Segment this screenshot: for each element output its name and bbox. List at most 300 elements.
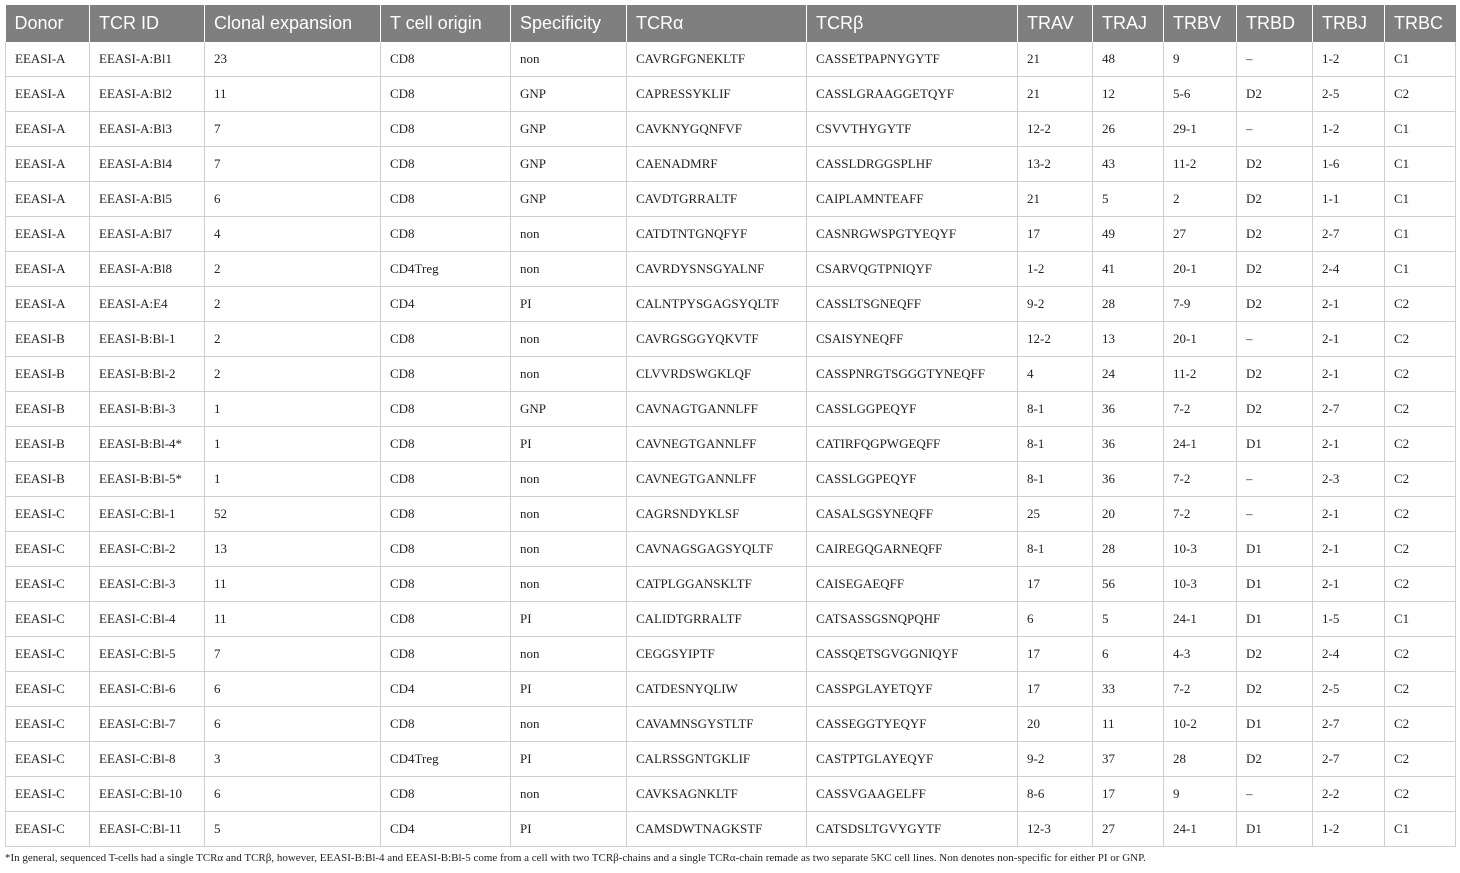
table-cell: CD8 (381, 42, 511, 77)
table-cell: 7-2 (1164, 672, 1237, 707)
table-cell: CD4 (381, 812, 511, 847)
table-cell: 9-2 (1018, 287, 1093, 322)
table-row (6, 532, 1456, 567)
table-cell: 28 (1093, 532, 1164, 567)
table-cell: EEASI-C (6, 567, 90, 602)
table-row (6, 462, 1456, 497)
table-cell: 5-6 (1164, 77, 1237, 112)
table-cell: CD8 (381, 77, 511, 112)
table-cell: EEASI-C:Bl-7 (90, 707, 205, 742)
table-cell: 1 (205, 392, 381, 427)
table-cell: 2-7 (1313, 392, 1385, 427)
table-cell: 20-1 (1164, 252, 1237, 287)
table-cell: EEASI-C:Bl-1 (90, 497, 205, 532)
table-cell: non (511, 532, 627, 567)
table-cell: C1 (1385, 602, 1456, 637)
table-cell: D2 (1237, 392, 1313, 427)
table-cell: EEASI-C:Bl-3 (90, 567, 205, 602)
table-cell: non (511, 322, 627, 357)
table-cell: C2 (1385, 532, 1456, 567)
table-row (6, 287, 1456, 322)
table-cell: 2-1 (1313, 532, 1385, 567)
table-cell: 36 (1093, 462, 1164, 497)
table-cell: 1 (205, 462, 381, 497)
table-cell: CAGRSNDYKLSF (627, 497, 807, 532)
table-cell: CAVKSAGNKLTF (627, 777, 807, 812)
table-cell: EEASI-B (6, 462, 90, 497)
table-cell: – (1237, 112, 1313, 147)
table-cell: CAPRESSYKLIF (627, 77, 807, 112)
table-cell: PI (511, 812, 627, 847)
table-cell: D1 (1237, 602, 1313, 637)
table-row (6, 42, 1456, 77)
table-cell: non (511, 42, 627, 77)
table-cell: D2 (1237, 217, 1313, 252)
table-cell: CD8 (381, 427, 511, 462)
table-cell: CASSLGGPEQYF (807, 392, 1018, 427)
table-cell: 10-3 (1164, 567, 1237, 602)
table-cell: CATSDSLTGVYGYTF (807, 812, 1018, 847)
table-cell: CD8 (381, 217, 511, 252)
table-cell: non (511, 707, 627, 742)
table-cell: CAVKNYGQNFVF (627, 112, 807, 147)
table-cell: 43 (1093, 147, 1164, 182)
table-cell: 17 (1018, 672, 1093, 707)
table-row (6, 497, 1456, 532)
table-cell: C2 (1385, 462, 1456, 497)
table-cell: non (511, 497, 627, 532)
table-cell: C1 (1385, 42, 1456, 77)
tcr-table-container (5, 5, 1455, 847)
table-cell: D2 (1237, 252, 1313, 287)
table-cell: 7-2 (1164, 392, 1237, 427)
column-header: TCR ID (90, 5, 205, 42)
table-cell: CASSLGGPEQYF (807, 462, 1018, 497)
table-cell: 7 (205, 637, 381, 672)
table-cell: 9 (1164, 42, 1237, 77)
table-cell: D1 (1237, 707, 1313, 742)
table-cell: non (511, 217, 627, 252)
column-header: TRAJ (1093, 5, 1164, 42)
table-cell: EEASI-B (6, 322, 90, 357)
table-cell: CD8 (381, 462, 511, 497)
table-cell: CASTPTGLAYEQYF (807, 742, 1018, 777)
table-cell: CEGGSYIPTF (627, 637, 807, 672)
table-cell: C2 (1385, 392, 1456, 427)
table-cell: non (511, 567, 627, 602)
table-cell: CD8 (381, 602, 511, 637)
table-cell: CSARVQGTPNIQYF (807, 252, 1018, 287)
table-cell: 5 (1093, 602, 1164, 637)
table-cell: CATDTNTGNQFYF (627, 217, 807, 252)
table-cell: 17 (1018, 567, 1093, 602)
table-cell: 13-2 (1018, 147, 1093, 182)
table-cell: 11-2 (1164, 147, 1237, 182)
table-cell: 12-2 (1018, 112, 1093, 147)
table-cell: CASSLTSGNEQFF (807, 287, 1018, 322)
table-cell: EEASI-C (6, 637, 90, 672)
table-cell: EEASI-A (6, 42, 90, 77)
table-cell: EEASI-C (6, 532, 90, 567)
table-cell: 4-3 (1164, 637, 1237, 672)
table-cell: EEASI-A (6, 77, 90, 112)
table-cell: D1 (1237, 812, 1313, 847)
table-cell: C2 (1385, 707, 1456, 742)
table-cell: EEASI-B:Bl-5* (90, 462, 205, 497)
table-cell: 7 (205, 112, 381, 147)
table-cell: D1 (1237, 532, 1313, 567)
table-cell: C2 (1385, 287, 1456, 322)
table-cell: 6 (1093, 637, 1164, 672)
table-cell: CATDESNYQLIW (627, 672, 807, 707)
table-cell: 49 (1093, 217, 1164, 252)
table-cell: 2-1 (1313, 322, 1385, 357)
table-cell: EEASI-C (6, 812, 90, 847)
table-cell: 5 (1093, 182, 1164, 217)
table-cell: 8-6 (1018, 777, 1093, 812)
table-cell: CSVVTHYGYTF (807, 112, 1018, 147)
table-cell: CAVRGFGNEKLTF (627, 42, 807, 77)
table-cell: 1-2 (1018, 252, 1093, 287)
table-cell: non (511, 637, 627, 672)
table-cell: 13 (205, 532, 381, 567)
table-cell: 2 (205, 357, 381, 392)
table-cell: 2 (1164, 182, 1237, 217)
table-cell: non (511, 252, 627, 287)
column-header: TCRβ (807, 5, 1018, 42)
table-cell: EEASI-A:Bl1 (90, 42, 205, 77)
table-cell: 12 (1093, 77, 1164, 112)
table-cell: 3 (205, 742, 381, 777)
table-cell: 33 (1093, 672, 1164, 707)
table-cell: 48 (1093, 42, 1164, 77)
table-cell: C1 (1385, 812, 1456, 847)
table-row (6, 357, 1456, 392)
table-cell: EEASI-A:Bl8 (90, 252, 205, 287)
table-cell: 2-5 (1313, 672, 1385, 707)
table-cell: EEASI-B (6, 357, 90, 392)
table-cell: 11 (205, 602, 381, 637)
table-cell: 25 (1018, 497, 1093, 532)
table-cell: 7-2 (1164, 497, 1237, 532)
table-cell: EEASI-C (6, 602, 90, 637)
table-cell: 5 (205, 812, 381, 847)
table-cell: CALIDTGRRALTF (627, 602, 807, 637)
table-cell: 1-2 (1313, 42, 1385, 77)
table-cell: EEASI-A:Bl7 (90, 217, 205, 252)
table-cell: EEASI-C (6, 742, 90, 777)
table-cell: EEASI-C (6, 707, 90, 742)
table-cell: PI (511, 427, 627, 462)
table-cell: EEASI-B:Bl-4* (90, 427, 205, 462)
table-row (6, 147, 1456, 182)
table-cell: C2 (1385, 742, 1456, 777)
table-cell: EEASI-A:Bl4 (90, 147, 205, 182)
table-cell: CAVDTGRRALTF (627, 182, 807, 217)
table-cell: CLVVRDSWGKLQF (627, 357, 807, 392)
table-cell: 21 (1018, 77, 1093, 112)
table-cell: 2-1 (1313, 497, 1385, 532)
table-cell: EEASI-C (6, 672, 90, 707)
table-cell: GNP (511, 182, 627, 217)
table-cell: 7 (205, 147, 381, 182)
table-cell: EEASI-C:Bl-4 (90, 602, 205, 637)
table-cell: CD4 (381, 672, 511, 707)
table-cell: GNP (511, 112, 627, 147)
table-cell: CD4Treg (381, 252, 511, 287)
table-cell: 11 (205, 567, 381, 602)
table-cell: 1-5 (1313, 602, 1385, 637)
table-cell: 12-2 (1018, 322, 1093, 357)
table-cell: CAVNEGTGANNLFF (627, 462, 807, 497)
table-cell: C2 (1385, 567, 1456, 602)
table-cell: CAVRDYSNSGYALNF (627, 252, 807, 287)
table-cell: CASSEGGTYEQYF (807, 707, 1018, 742)
table-cell: CASNRGWSPGTYEQYF (807, 217, 1018, 252)
table-cell: EEASI-B:Bl-1 (90, 322, 205, 357)
table-cell: CALRSSGNTGKLIF (627, 742, 807, 777)
table-cell: EEASI-B (6, 427, 90, 462)
table-cell: 8-1 (1018, 532, 1093, 567)
table-cell: CD8 (381, 147, 511, 182)
table-cell: 28 (1164, 742, 1237, 777)
table-cell: 8-1 (1018, 462, 1093, 497)
table-cell: 17 (1093, 777, 1164, 812)
table-cell: C2 (1385, 77, 1456, 112)
table-cell: – (1237, 462, 1313, 497)
table-cell: EEASI-C:Bl-11 (90, 812, 205, 847)
table-footnote: *In general, sequenced T-cells had a single TCRα and TCRβ, however, EEASI-B:Bl-4 and EEASI-B:Bl-5 come from a cell with two TCRβ-chains and a single TCRα-chain remade as two separate 5KC cell lines. Non denotes non-specific for either PI or GNP. (5, 852, 1146, 864)
table-cell: CAVRGSGGYQKVTF (627, 322, 807, 357)
table-row (6, 217, 1456, 252)
table-cell: CASSQETSGVGGNIQYF (807, 637, 1018, 672)
table-cell: 17 (1018, 637, 1093, 672)
table-row (6, 77, 1456, 112)
table-row (6, 707, 1456, 742)
table-cell: non (511, 357, 627, 392)
table-cell: 6 (1018, 602, 1093, 637)
table-cell: non (511, 462, 627, 497)
table-cell: CASSETPAPNYGYTF (807, 42, 1018, 77)
table-cell: CAVNAGSGAGSYQLTF (627, 532, 807, 567)
table-cell: 2-4 (1313, 637, 1385, 672)
table-row (6, 742, 1456, 777)
column-header: TRBV (1164, 5, 1237, 42)
table-cell: EEASI-A:Bl2 (90, 77, 205, 112)
table-cell: CD8 (381, 497, 511, 532)
table-cell: 1 (205, 427, 381, 462)
table-cell: 20 (1018, 707, 1093, 742)
table-cell: 2-1 (1313, 287, 1385, 322)
table-cell: 2 (205, 252, 381, 287)
table-cell: CD8 (381, 707, 511, 742)
table-cell: 1-1 (1313, 182, 1385, 217)
table-cell: 10-3 (1164, 532, 1237, 567)
table-cell: 28 (1093, 287, 1164, 322)
table-row (6, 567, 1456, 602)
table-cell: 11 (205, 77, 381, 112)
table-cell: CATPLGGANSKLTF (627, 567, 807, 602)
table-cell: D2 (1237, 147, 1313, 182)
table-cell: EEASI-A (6, 182, 90, 217)
table-cell: CAVAMNSGYSTLTF (627, 707, 807, 742)
column-header: TRAV (1018, 5, 1093, 42)
table-cell: CD8 (381, 357, 511, 392)
column-header: T cell origin (381, 5, 511, 42)
table-cell: CD8 (381, 112, 511, 147)
table-cell: non (511, 777, 627, 812)
table-cell: EEASI-A (6, 252, 90, 287)
table-cell: EEASI-A (6, 112, 90, 147)
table-row (6, 672, 1456, 707)
table-cell: PI (511, 672, 627, 707)
table-cell: D2 (1237, 182, 1313, 217)
column-header: Clonal expansion (205, 5, 381, 42)
table-cell: C2 (1385, 497, 1456, 532)
table-cell: 7-9 (1164, 287, 1237, 322)
table-cell: C1 (1385, 252, 1456, 287)
column-header: TRBC (1385, 5, 1456, 42)
table-cell: CASSPGLAYETQYF (807, 672, 1018, 707)
table-cell: 56 (1093, 567, 1164, 602)
table-cell: C1 (1385, 112, 1456, 147)
table-cell: 11 (1093, 707, 1164, 742)
table-cell: 2 (205, 287, 381, 322)
table-cell: C2 (1385, 357, 1456, 392)
table-cell: D2 (1237, 672, 1313, 707)
table-cell: 6 (205, 182, 381, 217)
table-cell: CD8 (381, 637, 511, 672)
table-cell: 17 (1018, 217, 1093, 252)
table-cell: CD8 (381, 532, 511, 567)
table-cell: EEASI-B:Bl-3 (90, 392, 205, 427)
table-row (6, 112, 1456, 147)
table-cell: – (1237, 777, 1313, 812)
table-cell: 20-1 (1164, 322, 1237, 357)
table-cell: 24-1 (1164, 602, 1237, 637)
table-row (6, 812, 1456, 847)
table-cell: – (1237, 42, 1313, 77)
table-cell: C1 (1385, 217, 1456, 252)
table-cell: CAVNEGTGANNLFF (627, 427, 807, 462)
table-cell: EEASI-A (6, 287, 90, 322)
table-cell: EEASI-A:E4 (90, 287, 205, 322)
table-cell: D2 (1237, 357, 1313, 392)
table-cell: 6 (205, 707, 381, 742)
table-cell: 6 (205, 672, 381, 707)
table-cell: CATSASSGSNQPQHF (807, 602, 1018, 637)
table-cell: 10-2 (1164, 707, 1237, 742)
table-cell: 2-1 (1313, 357, 1385, 392)
table-cell: CAIREGQGARNEQFF (807, 532, 1018, 567)
column-header: TRBD (1237, 5, 1313, 42)
table-cell: 52 (205, 497, 381, 532)
table-cell: 37 (1093, 742, 1164, 777)
table-cell: 24-1 (1164, 812, 1237, 847)
table-cell: 21 (1018, 42, 1093, 77)
table-cell: CD4Treg (381, 742, 511, 777)
table-cell: D1 (1237, 427, 1313, 462)
table-cell: 36 (1093, 427, 1164, 462)
table-cell: EEASI-B (6, 392, 90, 427)
table-cell: 41 (1093, 252, 1164, 287)
table-cell: D2 (1237, 637, 1313, 672)
table-cell: D2 (1237, 742, 1313, 777)
table-cell: 36 (1093, 392, 1164, 427)
table-cell: EEASI-C:Bl-2 (90, 532, 205, 567)
table-cell: CD8 (381, 567, 511, 602)
table-cell: 8-1 (1018, 392, 1093, 427)
tcr-table (5, 5, 1456, 847)
table-cell: 4 (205, 217, 381, 252)
table-row (6, 392, 1456, 427)
column-header: TRBJ (1313, 5, 1385, 42)
table-cell: EEASI-C:Bl-8 (90, 742, 205, 777)
table-cell: GNP (511, 77, 627, 112)
table-cell: – (1237, 322, 1313, 357)
table-cell: PI (511, 287, 627, 322)
table-cell: 24-1 (1164, 427, 1237, 462)
table-cell: 20 (1093, 497, 1164, 532)
table-cell: 8-1 (1018, 427, 1093, 462)
table-cell: CALNTPYSGAGSYQLTF (627, 287, 807, 322)
table-cell: CASSLDRGGSPLHF (807, 147, 1018, 182)
table-cell: CAMSDWTNAGKSTF (627, 812, 807, 847)
table-cell: 4 (1018, 357, 1093, 392)
table-cell: CD8 (381, 777, 511, 812)
table-cell: 2-2 (1313, 777, 1385, 812)
table-cell: C2 (1385, 427, 1456, 462)
table-cell: CD8 (381, 322, 511, 357)
table-cell: EEASI-A:Bl5 (90, 182, 205, 217)
table-cell: CAVNAGTGANNLFF (627, 392, 807, 427)
column-header: TCRα (627, 5, 807, 42)
table-cell: 23 (205, 42, 381, 77)
table-cell: 6 (205, 777, 381, 812)
table-cell: CD8 (381, 392, 511, 427)
table-cell: D2 (1237, 77, 1313, 112)
table-row (6, 777, 1456, 812)
table-cell: 7-2 (1164, 462, 1237, 497)
table-cell: EEASI-C (6, 497, 90, 532)
table-cell: EEASI-A:Bl3 (90, 112, 205, 147)
table-cell: 12-3 (1018, 812, 1093, 847)
table-cell: 29-1 (1164, 112, 1237, 147)
table-cell: 1-2 (1313, 112, 1385, 147)
table-cell: 1-2 (1313, 812, 1385, 847)
table-body (6, 42, 1456, 847)
table-cell: 26 (1093, 112, 1164, 147)
table-cell: 2-7 (1313, 707, 1385, 742)
table-cell: CASSVGAAGELFF (807, 777, 1018, 812)
table-cell: EEASI-C:Bl-6 (90, 672, 205, 707)
table-cell: C2 (1385, 322, 1456, 357)
table-cell: 27 (1164, 217, 1237, 252)
table-cell: CATIRFQGPWGEQFF (807, 427, 1018, 462)
table-cell: CSAISYNEQFF (807, 322, 1018, 357)
table-cell: EEASI-C:Bl-10 (90, 777, 205, 812)
table-cell: 2 (205, 322, 381, 357)
table-cell: GNP (511, 147, 627, 182)
table-cell: 24 (1093, 357, 1164, 392)
table-cell: CAIPLAMNTEAFF (807, 182, 1018, 217)
table-row (6, 427, 1456, 462)
table-row (6, 182, 1456, 217)
table-cell: C1 (1385, 182, 1456, 217)
table-cell: CASALSGSYNEQFF (807, 497, 1018, 532)
table-cell: EEASI-C (6, 777, 90, 812)
table-cell: 2-4 (1313, 252, 1385, 287)
